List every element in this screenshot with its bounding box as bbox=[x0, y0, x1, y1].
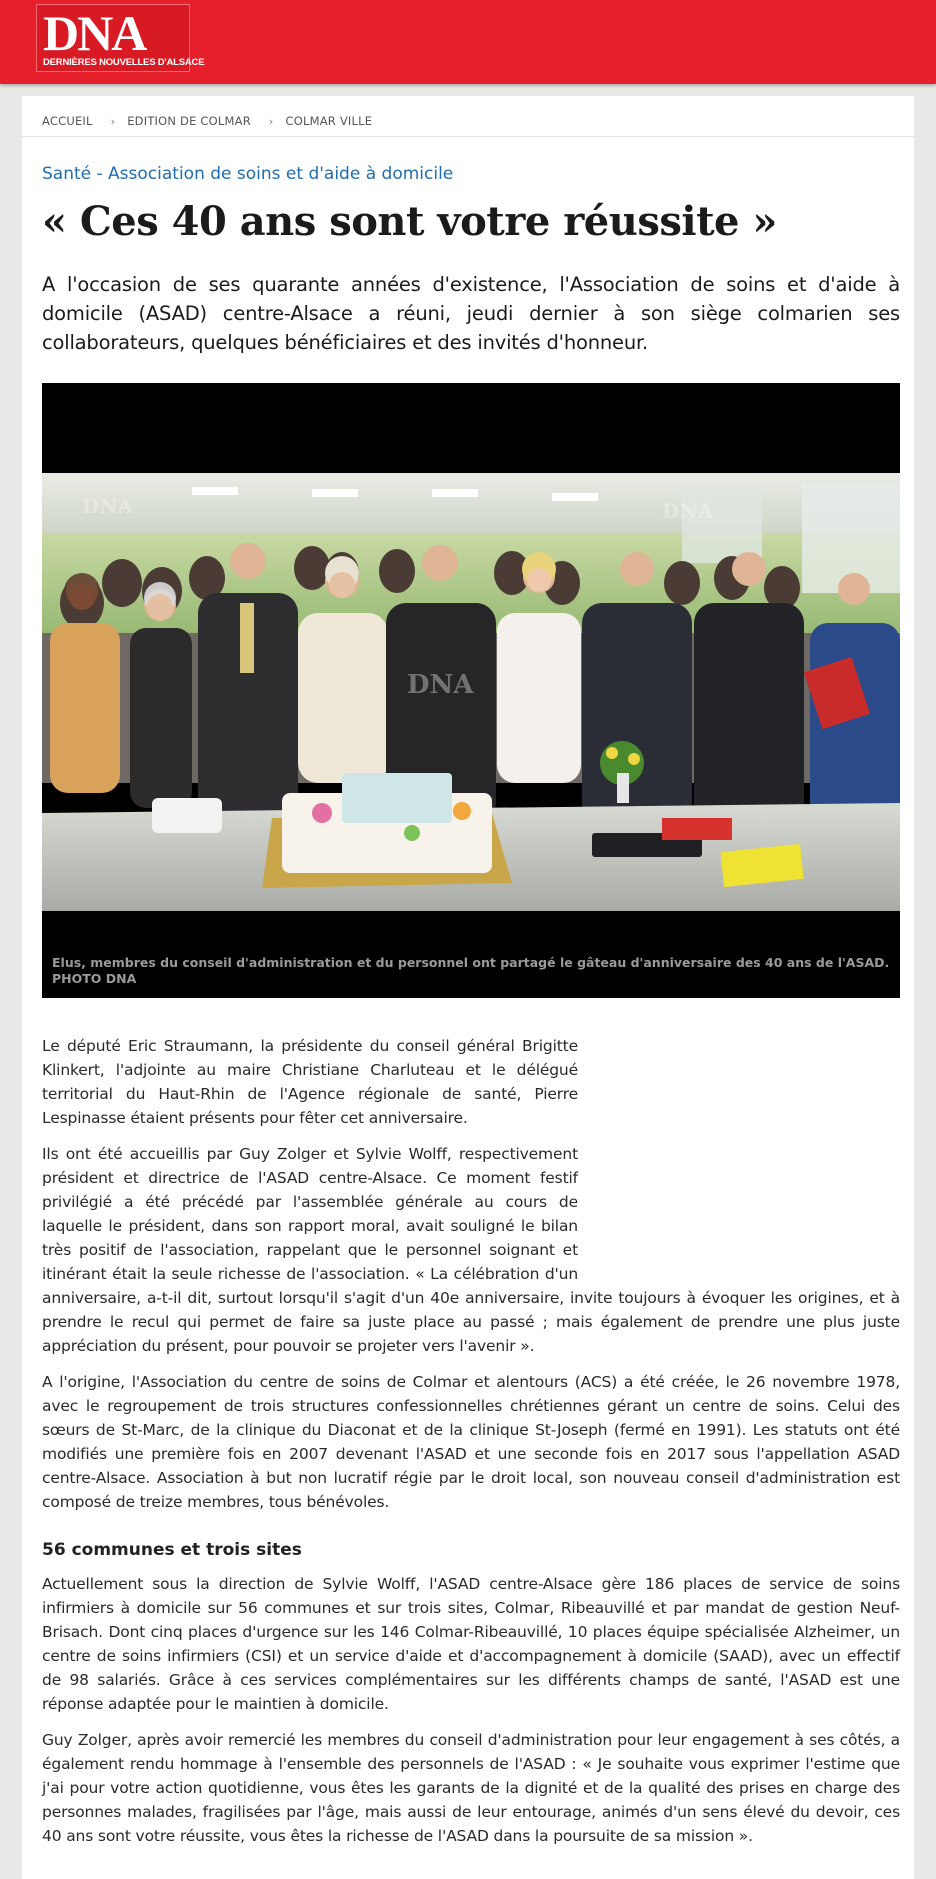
inline-ad-slot bbox=[578, 1034, 900, 1276]
article-lead: A l'occasion de ses quarante années d'existence, l'Association de soins et d'aide à domicile (ASAD) centre-Alsace a réuni, jeudi dernier à son siège colmarien ses collaborateurs, quelques bénéficiaires et des invités d'honneur. bbox=[42, 273, 900, 354]
photo-caption: Elus, membres du conseil d'administration et du personnel ont partagé le gâteau d'anniversaire des 40 ans de l'ASAD. PHOTO DNA bbox=[52, 955, 890, 986]
dna-logo[interactable] bbox=[36, 4, 205, 72]
logo-wordmark: DNA bbox=[43, 5, 146, 61]
logo-subtitle: DERNIÈRES NOUVELLES D'ALSACE bbox=[43, 57, 205, 68]
breadcrumb bbox=[42, 114, 372, 128]
photo-watermark: DNA bbox=[82, 494, 134, 518]
article-body bbox=[42, 1034, 900, 1526]
chevron-right-icon: › bbox=[110, 114, 116, 128]
breadcrumb-divider bbox=[22, 136, 914, 137]
body-paragraph: Ils ont été accueillis par Guy Zolger et Sylvie Wolff, respectivement président et directrice de l'ASAD centre-Alsace. Ce moment festif privilégié a été précédé par l'assemblée générale au cours de laquelle le président, dans son rapport moral, avait souligné le bilan très positif de l'association, rappelant que le personnel soignant et itinérant était la seule richesse de l'association. « La célébration d'un anniversaire, a-t-il dit, surtout lorsqu'il s'agit d'un 40e anniversaire, invite toujours à évoquer les origines, et à prendre le recul qui permet de faire sa juste place au passé ; mais également de prendre une plus juste appréciation du présent, pour pouvoir se projeter vers l'avenir ». bbox=[42, 1145, 900, 1355]
chevron-right-icon: › bbox=[268, 114, 274, 128]
article-body-section2 bbox=[42, 1572, 900, 1860]
article-kicker: Santé - Association de soins et d'aide à domicile bbox=[42, 164, 454, 184]
article-title: « Ces 40 ans sont votre réussite » bbox=[42, 198, 777, 245]
site-header bbox=[0, 0, 936, 84]
article-photo[interactable] bbox=[42, 383, 900, 998]
body-paragraph: Actuellement sous la direction de Sylvie Wolff, l'ASAD centre-Alsace gère 186 places de service de soins infirmiers à domicile sur 56 communes et sur trois sites, Colmar, Ribeauvillé et par mandat de gestion Neuf-Brisach. Dont cinq places d'urgence sur les 146 Colmar-Ribeauvillé, 10 places équipe spécialisée Alzheimer, un centre de soins infirmiers (CSI) et un service d'aide et d'accompagnement à domicile (SAAD), avec un effectif de 98 salariés. Grâce à ces services complémentaires sur les différents champs de santé, l'ASAD est une réponse adaptée pour le maintien à domicile. bbox=[42, 1575, 900, 1713]
article-page bbox=[22, 96, 914, 1879]
body-paragraph: Guy Zolger, après avoir remercié les membres du conseil d'administration pour leur engagement à ses côtés, a également rendu hommage à l'ensemble des personnels de l'ASAD : « Je souhaite vous exprimer l'estime que j'ai pour votre action quotidienne, vous êtes les garants de la dignité et de la qualité des prises en charge des personnes malades, fragilisées par l'âge, mais aussi de leur entourage, animés d'un sens élevé du devoir, ces 40 ans sont votre réussite, vous êtes la richesse de l'ASAD dans la poursuite de sa mission ». bbox=[42, 1731, 900, 1845]
body-paragraph: A l'origine, l'Association du centre de soins de Colmar et alentours (ACS) a été créée, le 26 novembre 1978, avec le regroupement de trois structures confessionnelles chrétiennes gérant un centre de soins. Celui des sœurs de St-Marc, de la clinique du Diaconat et de la clinique St-Joseph (fermé en 1991). Les statuts ont été modifiés une première fois en 2007 devenant l'ASAD et une seconde fois en 2017 sous l'appellation ASAD centre-Alsace. Association à but non lucratif régie par le droit local, son nouveau conseil d'administration est composé de treize membres, tous bénévoles. bbox=[42, 1373, 900, 1511]
photo-watermark: DNA bbox=[407, 670, 474, 700]
section-subheading: 56 communes et trois sites bbox=[42, 1540, 302, 1560]
photo-image bbox=[42, 473, 900, 911]
photo-watermark: DNA bbox=[662, 499, 714, 523]
breadcrumb-edition[interactable]: EDITION DE COLMAR bbox=[127, 114, 251, 128]
breadcrumb-section[interactable]: COLMAR VILLE bbox=[285, 114, 373, 128]
body-paragraph: Le député Eric Straumann, la présidente du conseil général Brigitte Klinkert, l'adjointe au maire Christiane Charluteau et le délégué territorial du Haut-Rhin de l'Agence régionale de santé, Pierre Lespinasse étaient présents pour fêter cet anniversaire. bbox=[42, 1037, 578, 1127]
breadcrumb-home[interactable]: ACCUEIL bbox=[42, 114, 93, 128]
